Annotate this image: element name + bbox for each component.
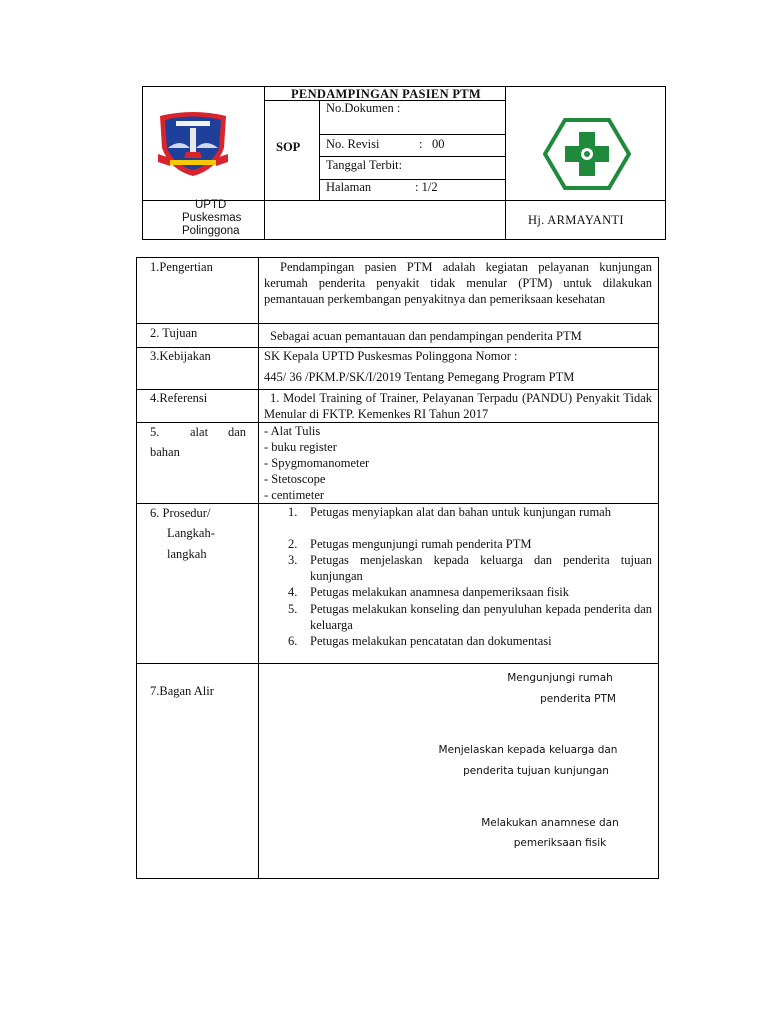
flow-step-3-line-1: Melakukan anamnese dan [481, 817, 619, 829]
section-label-alat-word: alat [190, 425, 209, 439]
doc-number-label: No.Dokumen : [326, 101, 401, 115]
flow-step-2-line-2: penderita tujuan kunjungan [463, 765, 609, 777]
issue-date-label: Tanggal Terbit: [326, 158, 403, 172]
section-label-prosedur-1: 6. Prosedur/ [150, 506, 211, 520]
section-label-prosedur-2: Langkah- [167, 526, 215, 540]
section-label-alat-num: 5. [150, 425, 160, 439]
org-line-3: Polinggona [182, 225, 240, 237]
step-text: Petugas melakukan pencatatan dan dokumentasi [310, 634, 552, 648]
section-label-alat-bahan: bahan [150, 445, 180, 459]
list-item: - Alat Tulis [264, 424, 321, 438]
section-label-prosedur-3: langkah [167, 547, 207, 561]
list-item: - Spygmomanometer [264, 456, 370, 470]
section-text-kebijakan-2: 445/ 36 /PKM.P/SK/I/2019 Tentang Pemegang Program PTM [264, 370, 575, 384]
list-item: - buku register [264, 440, 337, 454]
document-title: PENDAMPINGAN PASIEN PTM [291, 87, 481, 101]
list-item: - centimeter [264, 488, 325, 502]
section-text-kebijakan-1: SK Kepala UPTD Puskesmas Polinggona Nomor : [264, 349, 518, 363]
puskesmas-cross-icon [543, 118, 631, 190]
step-text: Petugas melakukan anamnesa danpemeriksaan fisik [310, 585, 569, 599]
section-label-bagan: 7.Bagan Alir [150, 684, 214, 698]
step-text: Petugas menyiapkan alat dan bahan untuk kunjungan rumah [310, 505, 611, 519]
step-number: 3. [288, 553, 298, 567]
page-value: : 1/2 [415, 180, 438, 194]
step-number: 1. [288, 505, 298, 519]
step-number: 2. [288, 537, 298, 551]
org-line-1: UPTD [195, 199, 227, 211]
signer-name: Hj. ARMAYANTI [528, 213, 624, 227]
sop-label: SOP [276, 140, 301, 154]
step-text: Petugas melakukan konseling dan penyuluhan kepada penderita dan keluarga [310, 602, 652, 632]
regency-emblem-icon [156, 108, 230, 178]
section-label-kebijakan: 3.Kebijakan [150, 349, 211, 363]
section-label-referensi: 4.Referensi [150, 391, 208, 405]
org-line-2: Puskesmas [182, 212, 242, 224]
step-text: Petugas menjelaskan kepada keluarga dan penderita tujuan kunjungan [310, 553, 652, 583]
page-label: Halaman [326, 180, 372, 194]
section-text-pengertian: Pendampingan pasien PTM adalah kegiatan pelayanan kunjungan kerumah penderita penyakit tidak menular (PTM) untuk dilakukan pemantauan perkembangan penyakitnya dan pemeriksaan kesehatan [264, 260, 652, 306]
revision-label: No. Revisi [326, 137, 380, 151]
flow-step-1-line-2: penderita PTM [540, 693, 616, 705]
section-label-alat-dan: dan [228, 425, 247, 439]
section-label-tujuan: 2. Tujuan [150, 326, 198, 340]
flow-step-1-line-1: Mengunjungi rumah [507, 672, 613, 684]
step-number: 6. [288, 634, 298, 648]
list-item: - Stetoscope [264, 472, 326, 486]
section-text-tujuan: Sebagai acuan pemantauan dan pendampingan penderita PTM [270, 329, 582, 343]
revision-value: 00 [432, 137, 445, 151]
step-number: 4. [288, 585, 298, 599]
flow-step-3-line-2: pemeriksaan fisik [513, 837, 607, 849]
flow-step-2-line-1: Menjelaskan kepada keluarga dan [438, 744, 618, 756]
section-text-referensi: 1. Model Training of Trainer, Pelayanan Terpadu (PANDU) Penyakit Tidak Menular di FKTP. Kemenkes RI Tahun 2017 [264, 391, 652, 421]
step-number: 5. [288, 602, 298, 616]
section-label-pengertian: 1.Pengertian [150, 260, 213, 274]
step-text: Petugas mengunjungi rumah penderita PTM [310, 537, 532, 551]
revision-colon: : [419, 137, 423, 151]
